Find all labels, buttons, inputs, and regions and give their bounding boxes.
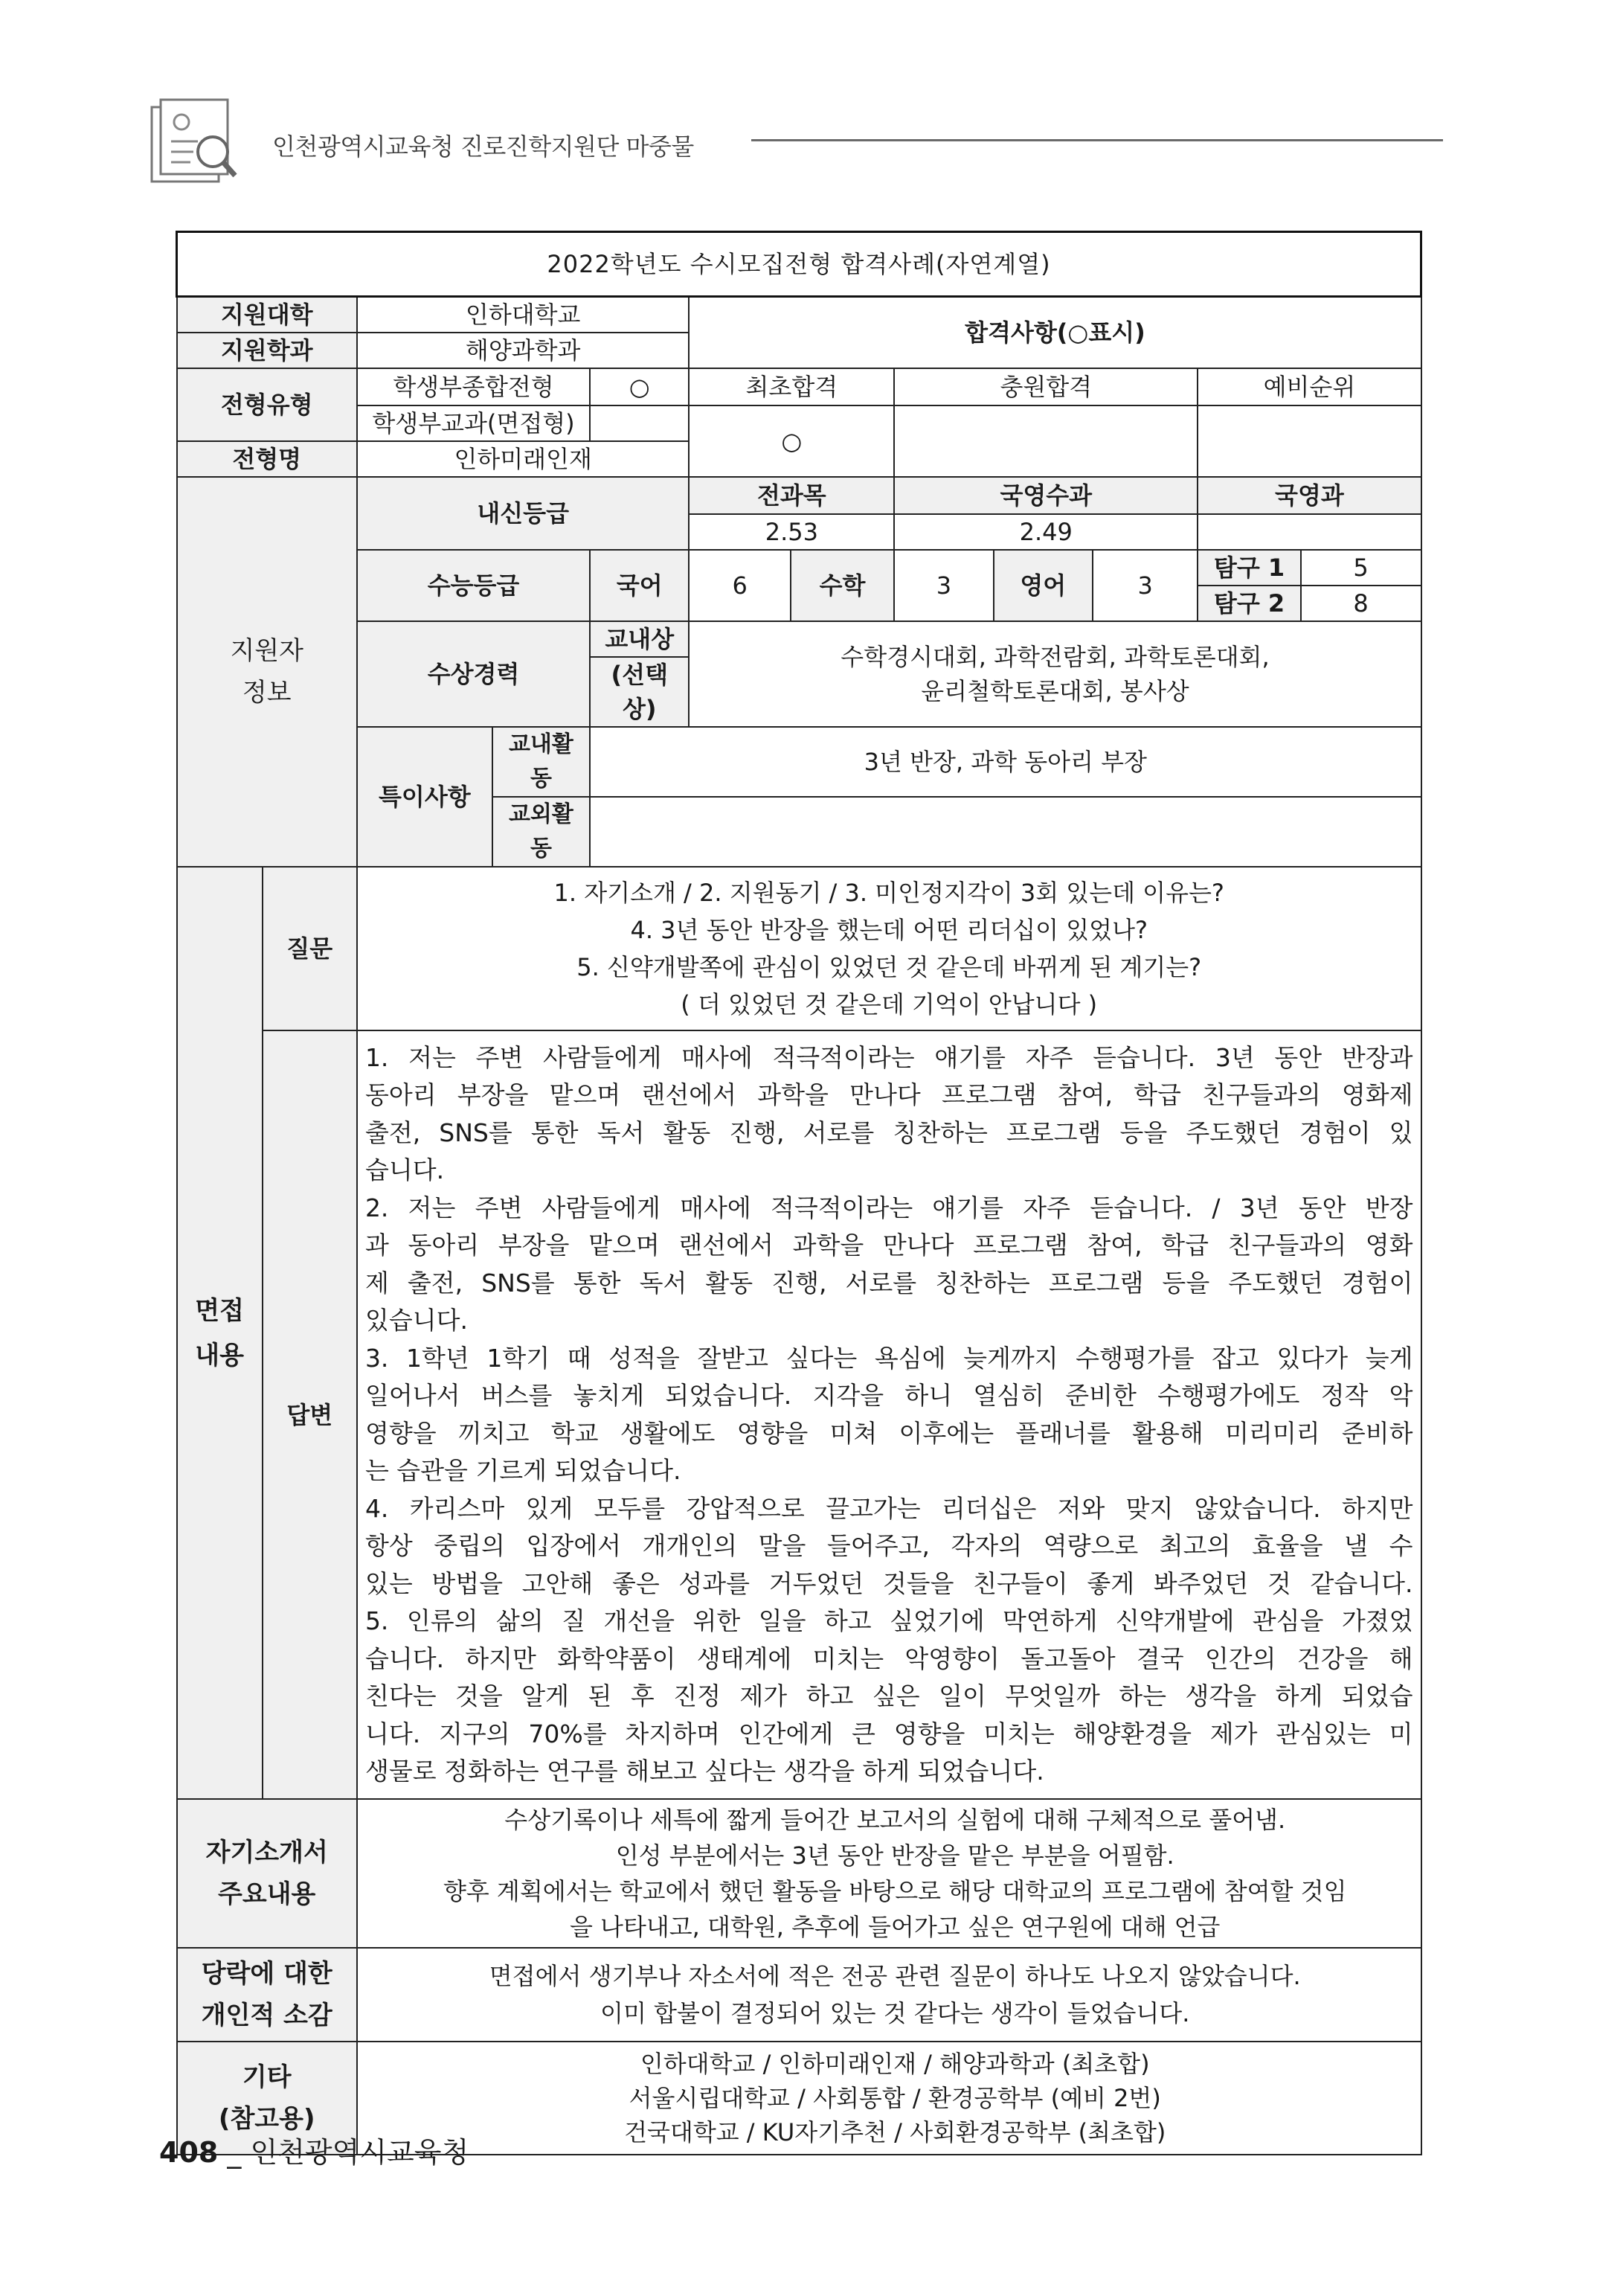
selected-award-label: (선택상) bbox=[590, 657, 689, 727]
inquiry1-value: 5 bbox=[1301, 550, 1421, 586]
inquiry2-value: 8 bbox=[1301, 586, 1421, 621]
university-label: 지원대학 bbox=[177, 297, 357, 333]
awards-label: 수상경력 bbox=[357, 621, 590, 727]
answer-line: 있는 방법을 고안해 좋은 성과를 거두었던 것들을 친구들이 좋게 봐주었던 것 같습니다. bbox=[364, 1568, 1413, 1598]
english-label: 영어 bbox=[994, 550, 1093, 621]
inquiry2-label: 탐구 2 bbox=[1198, 586, 1300, 621]
applicant-info-label: 지원자 정보 bbox=[177, 477, 357, 867]
all-subjects-value: 2.53 bbox=[689, 514, 894, 550]
etc-content bbox=[357, 2042, 1421, 2155]
answers-content bbox=[357, 1030, 1421, 1799]
answer-line: 친다는 것을 알게 된 후 진정 제가 하고 싶은 일이 무엇일까 하는 생각을 하게 되었습 bbox=[364, 1681, 1413, 1710]
out-school-activity-value bbox=[590, 797, 1421, 867]
answer-line: 일어나서 버스를 놓치게 되었습니다. 지각을 하니 열심히 준비한 수행평가에도 정작 악 bbox=[364, 1381, 1413, 1410]
admission-type-1-mark: ○ bbox=[590, 368, 689, 405]
footer-publisher: 인천광역시교육청 bbox=[250, 2136, 469, 2169]
header-title: 인천광역시교육청 진로진학지원단 마중물 bbox=[272, 132, 694, 161]
answer-line: 는 습관을 기르게 되었습니다. bbox=[364, 1456, 681, 1485]
etc-line: 건국대학교 / KU자기추천 / 사회환경공학부 (최초합) bbox=[624, 2118, 1166, 2146]
header-divider bbox=[751, 139, 1443, 141]
self-intro-line: 향후 계획에서는 학교에서 했던 활동을 바탕으로 해당 대학교의 프로그램에 참여할 것임 bbox=[443, 1877, 1347, 1905]
admission-type-1: 학생부종합전형 bbox=[357, 368, 590, 405]
awards-line: 수학경시대회, 과학전람회, 과학토론대회, bbox=[841, 643, 1270, 671]
out-school-activity-label: 교외활동 bbox=[492, 797, 590, 867]
opinion-label bbox=[177, 1948, 357, 2042]
etc-line: 인하대학교 / 인하미래인재 / 해양과학과 (최초합) bbox=[640, 2050, 1150, 2078]
question-line: ( 더 있었던 것 같은데 기억이 안납니다 ) bbox=[681, 990, 1098, 1019]
answer-line: 항상 중립의 입장에서 개개인의 말을 들어주고, 각자의 역량으로 최고의 효율을 낼 수 bbox=[364, 1531, 1413, 1560]
in-school-award-label: 교내상 bbox=[590, 621, 689, 657]
etc-line: 서울시립대학교 / 사회통합 / 환경공학부 (예비 2번) bbox=[629, 2084, 1161, 2112]
opinion-line: 면접에서 생기부나 자소서에 적은 전공 관련 질문이 하나도 나오지 않았습니다. bbox=[489, 1962, 1301, 1990]
admission-type-label: 전형유형 bbox=[177, 368, 357, 441]
self-intro-label-line: 자기소개서 bbox=[205, 1838, 328, 1867]
questions-content bbox=[357, 867, 1421, 1030]
english-value: 3 bbox=[1093, 550, 1198, 621]
answer-line: 있습니다. bbox=[364, 1306, 468, 1335]
admission-case-table bbox=[176, 231, 1422, 2155]
awards-line: 윤리철학토론대회, 봉사상 bbox=[921, 677, 1189, 705]
result-additional-mark bbox=[894, 405, 1198, 477]
kem-label: 국영수과 bbox=[894, 477, 1198, 514]
etc-label-line: (참고용) bbox=[218, 2104, 315, 2134]
result-waiting-label: 예비순위 bbox=[1198, 368, 1421, 405]
footer-separator: _ bbox=[227, 2136, 242, 2169]
answer-line: 출전, SNS를 통한 독서 활동 진행, 서로를 칭찬하는 프로그램 등을 주도했던 경험이 있 bbox=[364, 1117, 1413, 1147]
page-footer bbox=[159, 2129, 469, 2170]
question-line: 4. 3년 동안 반장을 했는데 어떤 리더십이 있었나? bbox=[630, 916, 1148, 944]
result-additional-label: 충원합격 bbox=[894, 368, 1198, 405]
self-intro-content bbox=[357, 1799, 1421, 1948]
answer-line: 동아리 부장을 맡으며 랜선에서 과학을 만나다 프로그램 참여, 학급 친구들과의 영화제 bbox=[364, 1080, 1413, 1109]
question-line: 1. 자기소개 / 2. 지원동기 / 3. 미인정지각이 3회 있는데 이유는? bbox=[553, 879, 1224, 907]
answer-line: 2. 저는 주변 사람들에게 매사에 적극적이라는 얘기를 자주 듣습니다. / 3년 동안 반장 bbox=[364, 1193, 1413, 1222]
result-first-label: 최초합격 bbox=[689, 368, 894, 405]
self-intro-line: 수상기록이나 세특에 짧게 들어간 보고서의 실험에 대해 구체적으로 풀어냄. bbox=[504, 1806, 1286, 1834]
answer-line: 습니다. bbox=[364, 1155, 445, 1184]
in-school-activity-label: 교내활동 bbox=[492, 727, 590, 797]
admission-type-2-mark bbox=[590, 405, 689, 441]
self-intro-line: 을 나타내고, 대학원, 추후에 들어가고 싶은 연구원에 대해 언급 bbox=[569, 1913, 1221, 1941]
answer-line: 5. 인류의 삶의 질 개선을 위한 일을 하고 싶었기에 막연하게 신약개발에 관심을 가졌었 bbox=[364, 1606, 1413, 1635]
interview-label bbox=[177, 867, 263, 1799]
answer-line: 영향을 끼치고 학교 생활에도 영향을 미쳐 이후에는 플래너를 활용해 미리미리 준비하 bbox=[364, 1418, 1413, 1448]
self-intro-line: 인성 부분에서는 3년 동안 반장을 맡은 부분을 어필함. bbox=[615, 1841, 1174, 1870]
opinion-label-line: 당락에 대한 bbox=[201, 1959, 332, 1989]
korean-value: 6 bbox=[689, 550, 790, 621]
result-first-mark: ○ bbox=[689, 405, 894, 477]
all-subjects-label: 전과목 bbox=[689, 477, 894, 514]
answer-line: 3. 1학년 1학기 때 성적을 잘받고 싶다는 욕심에 늦게까지 수행평가를 잡고 있다가 늦게 bbox=[364, 1343, 1413, 1373]
math-label: 수학 bbox=[791, 550, 894, 621]
result-waiting-mark bbox=[1198, 405, 1421, 477]
question-label: 질문 bbox=[263, 867, 357, 1030]
document-title: 2022학년도 수시모집전형 합격사례(자연계열) bbox=[177, 232, 1421, 297]
self-intro-label bbox=[177, 1799, 357, 1948]
answer-line: 니다. 지구의 70%를 차지하며 인간에게 큰 영향을 미치는 해양환경을 제가 관심있는 미 bbox=[364, 1719, 1413, 1748]
department-value: 해양과학과 bbox=[357, 333, 690, 368]
page-number: 408 bbox=[159, 2136, 219, 2169]
answer-line: 과 동아리 부장을 맡으며 랜선에서 과학을 만나다 프로그램 참여, 학급 친구들과의 영화 bbox=[364, 1231, 1413, 1260]
answer-line: 4. 카리스마 있게 모두를 강압적으로 끌고가는 리더십은 저와 맞지 않았습니다. 하지만 bbox=[364, 1493, 1413, 1523]
admission-name-value: 인하미래인재 bbox=[357, 441, 690, 477]
department-label: 지원학과 bbox=[177, 333, 357, 368]
internal-grade-label: 내신등급 bbox=[357, 477, 690, 550]
etc-label-line: 기타 bbox=[242, 2062, 292, 2092]
opinion-line: 이미 합불이 결정되어 있는 것 같다는 생각이 들었습니다. bbox=[600, 1999, 1190, 2027]
admission-name-label: 전형명 bbox=[177, 441, 357, 477]
document-search-icon bbox=[149, 97, 240, 187]
csat-grade-label: 수능등급 bbox=[357, 550, 590, 621]
kem-value: 2.49 bbox=[894, 514, 1198, 550]
answer-line: 1. 저는 주변 사람들에게 매사에 적극적이라는 얘기를 자주 듣습니다. 3년 동안 반장과 bbox=[364, 1042, 1413, 1072]
result-header: 합격사항(○표시) bbox=[689, 297, 1421, 369]
in-school-activity-value: 3년 반장, 과학 동아리 부장 bbox=[590, 727, 1421, 797]
korean-label: 국어 bbox=[590, 550, 689, 621]
admission-type-2: 학생부교과(면접형) bbox=[357, 405, 590, 441]
math-value: 3 bbox=[894, 550, 993, 621]
question-line: 5. 신약개발쪽에 관심이 있었던 것 같은데 바뀌게 된 계기는? bbox=[576, 953, 1202, 981]
answer-line: 생물로 정화하는 연구를 해보고 싶다는 생각을 하게 되었습니다. bbox=[364, 1757, 1044, 1786]
answer-label: 답변 bbox=[263, 1030, 357, 1799]
opinion-label-line: 개인적 소감 bbox=[201, 2001, 332, 2030]
special-label: 특이사항 bbox=[357, 727, 492, 867]
ke-label: 국영과 bbox=[1198, 477, 1421, 514]
answer-line: 제 출전, SNS를 통한 독서 활동 진행, 서로를 칭찬하는 프로그램 등을 주도했던 경험이 bbox=[364, 1268, 1413, 1298]
university-value: 인하대학교 bbox=[357, 297, 690, 333]
answer-line: 습니다. 하지만 화학약품이 생태계에 미치는 악영향이 돌고돌아 결국 인간의 건강을 해 bbox=[364, 1644, 1413, 1673]
interview-label-line: 면접 bbox=[195, 1295, 244, 1326]
interview-label-line: 내용 bbox=[195, 1340, 244, 1370]
inquiry1-label: 탐구 1 bbox=[1198, 550, 1300, 586]
self-intro-label-line: 주요내용 bbox=[218, 1879, 316, 1909]
opinion-content bbox=[357, 1948, 1421, 2042]
awards-value bbox=[689, 621, 1421, 727]
ke-value bbox=[1198, 514, 1421, 550]
